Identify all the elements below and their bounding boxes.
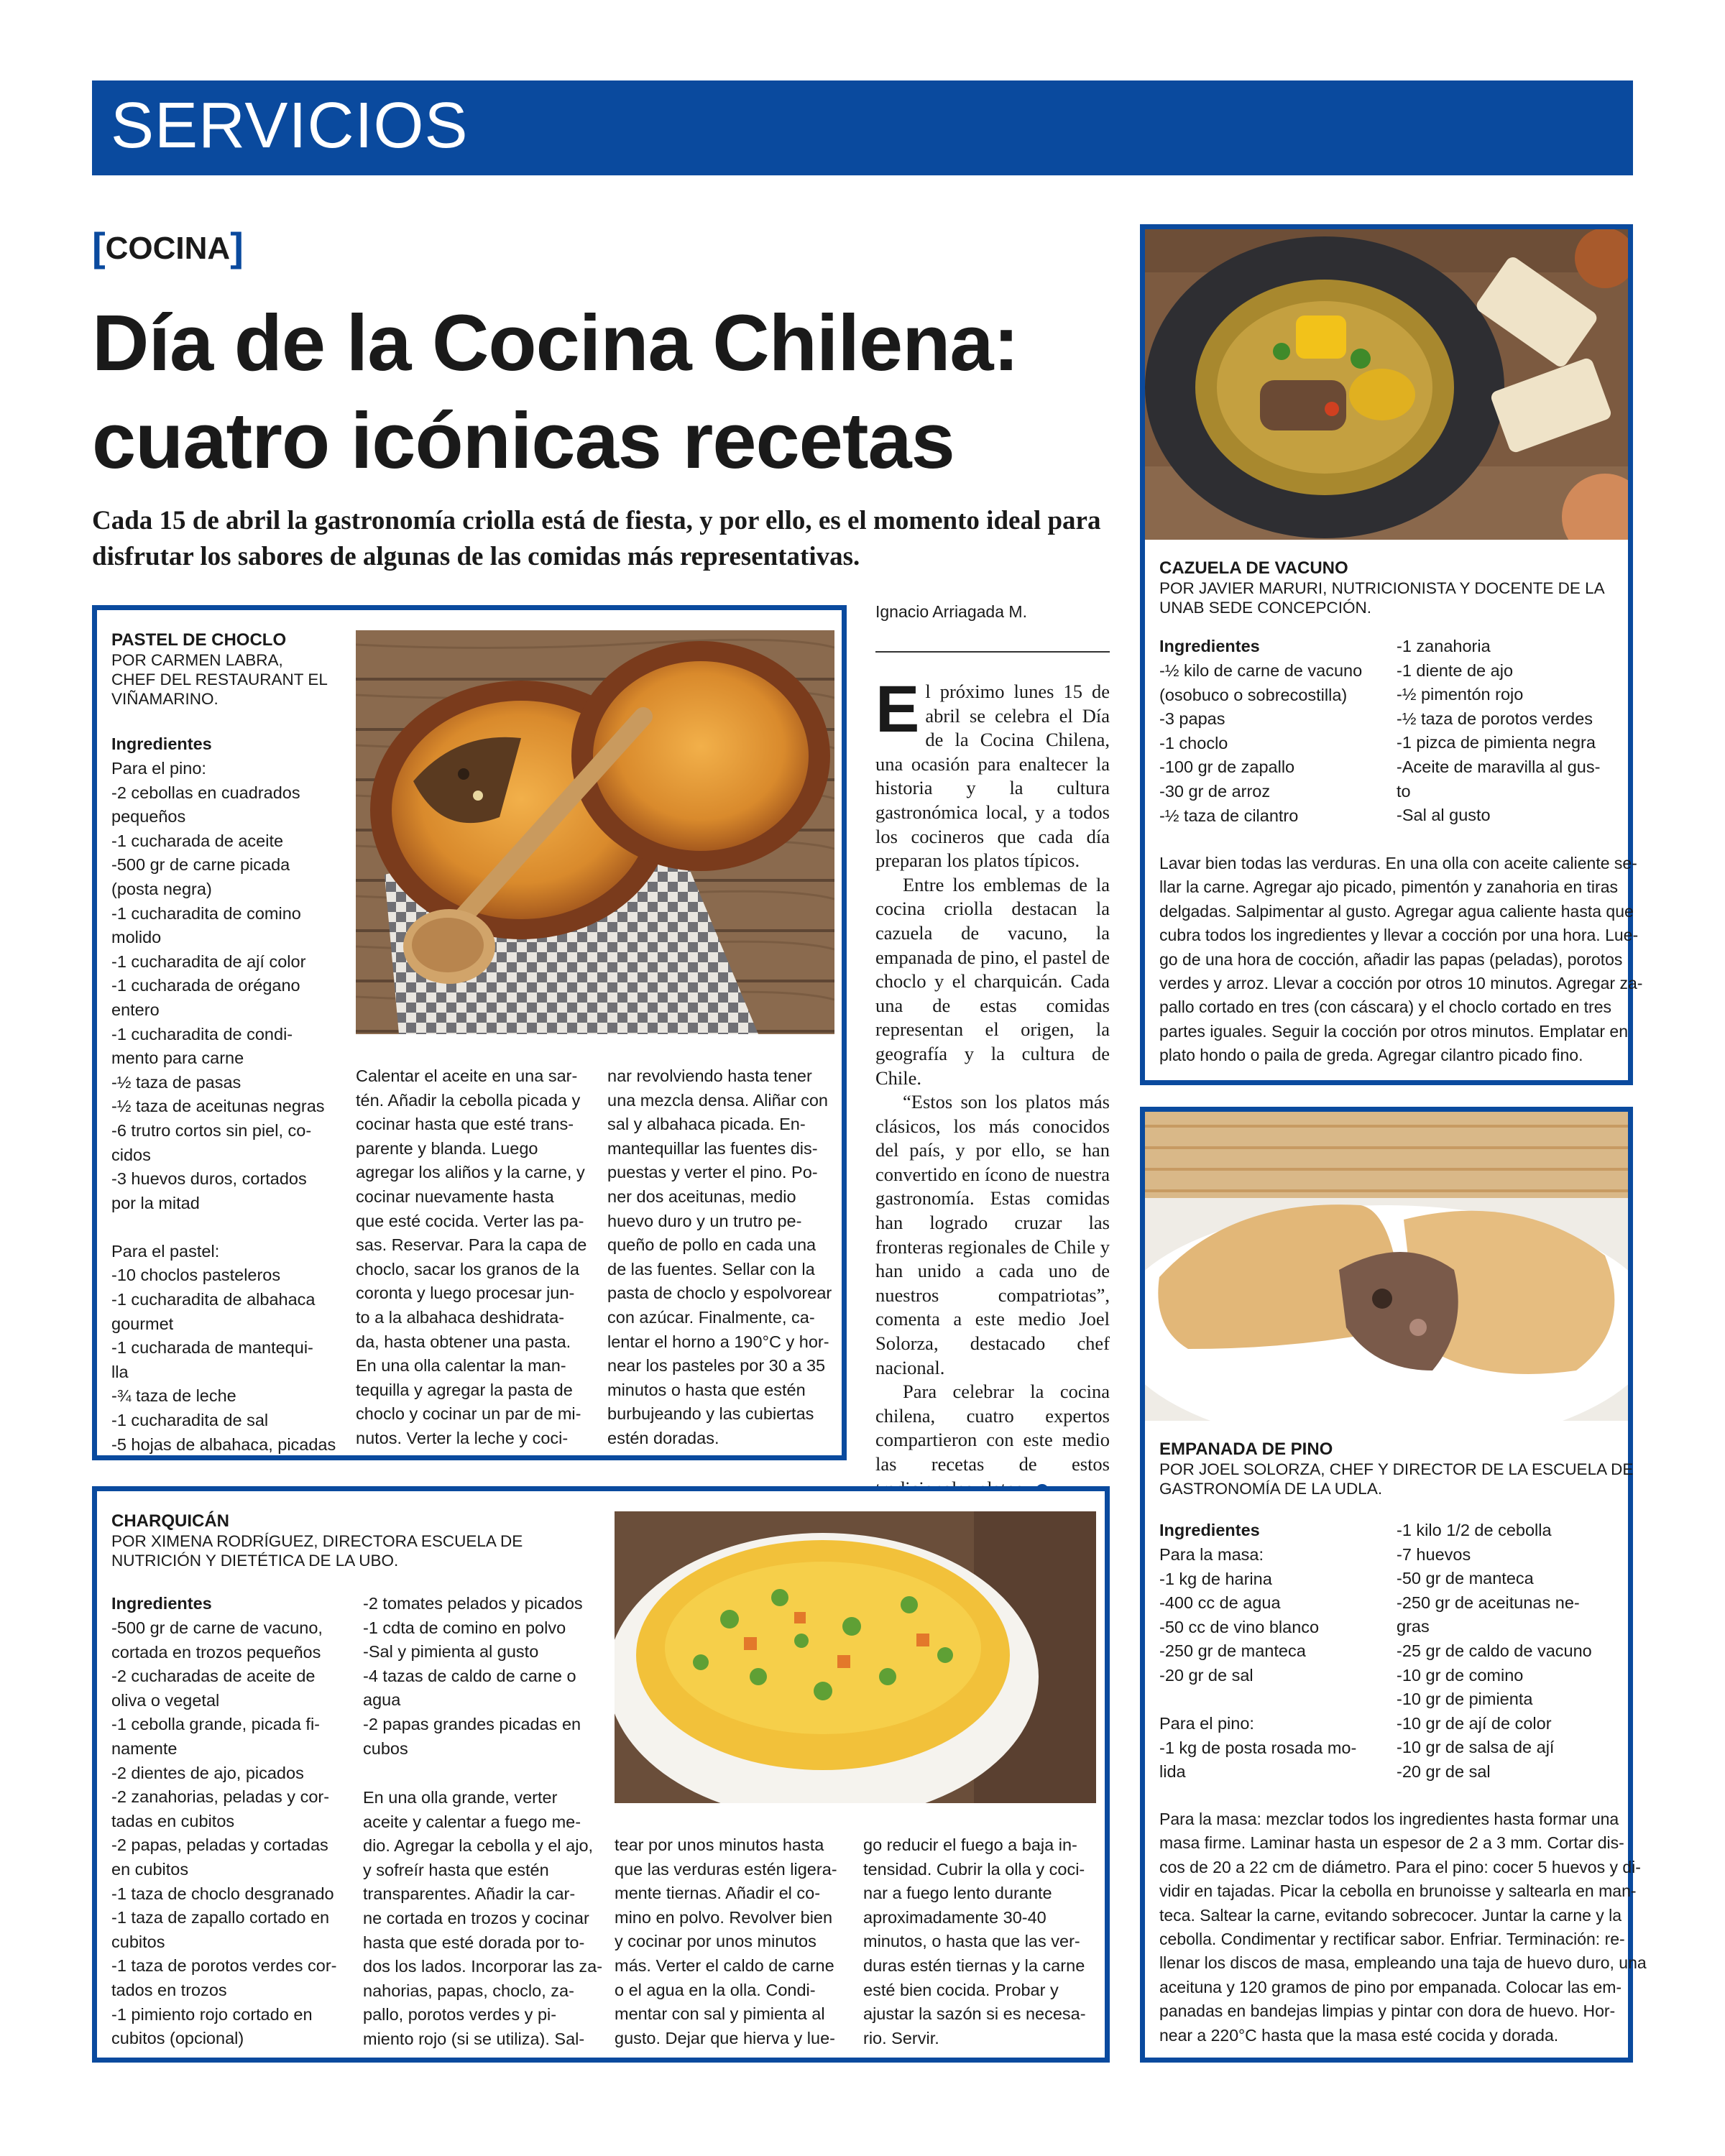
recipe-cazuela-de-vacuno	[1140, 224, 1643, 1085]
preparation: Para la masa: mezclar todos los ingredientes hasta formar una masa firme. Laminar hasta un espesor de 2 a 3 mm. Cortar dis- cos de 20 a 22 cm de diámetro. Para el pino: cocer 5 huevos y di- vidir en tajadas. Picar la cebolla en brunoisse y saltearla en man- teca. Saltear la carne, evitando sobrecocer. Juntar la carne y la cebolla. Condimentar y rectificar sabor. Enfriar. Terminación: re- llenar los discos de masa, empleando una taja de huevo duro, una aceituna y 120 gramos de pino por empanada. Colocar las em- panadas en bandejas limpias y pintar con dora de huevo. Hor- near a 220°C hasta que la masa esté cocida y dorada.	[1159, 1810, 1647, 2045]
ingredients-col-1: -500 gr de carne de vacuno, cortada en trozos pequeños -2 cucharadas de aceite de oliva o vegetal -1 cebolla grande, picada fi- namente -2 dientes de ajo, picados -2 zanahorias, peladas y cor- tadas en cubitos -2 papas, peladas y cortadas en cubitos -1 taza de choclo desgranado -1 taza de zapallo cortado en cubitos -1 taza de porotos verdes cor- tados en trozos -1 pimiento rojo cortado en cubitos (opcional)	[111, 1618, 337, 2048]
recipe-author: POR JAVIER MARURI, NUTRICIONISTA Y DOCENTE DE LA UNAB SEDE CONCEPCIÓN.	[1159, 579, 1605, 617]
article-paragraph: l próximo lunes 15 de abril se celebra el Día de la Cocina Chilena, una ocasión para enaltecer la historia y la cultura gastronómica local, y a todos los cocineros que cada día preparan los platos típicos.	[875, 681, 1110, 872]
headline	[92, 295, 1113, 490]
recipe-title: CHARQUICÁN	[111, 1511, 229, 1531]
deck: Cada 15 de abril la gastronomía criolla está de fiesta, y por ello, es el momento ideal para disfrutar los sabores de algunas de las comidas más representativas.	[92, 506, 1101, 571]
headline-line-1: Día de la Cocina Chilena:	[92, 299, 1019, 387]
preparation-col-2: tear por unos minutos hasta que las verduras estén ligera- mente tiernas. Añadir el co- mino en polvo. Revolver bien y cocinar por unos minutos más. Verter el caldo de carne o el agua en la olla. Condi- mentar con sal y pimienta al gusto. Dejar que hierva y lue-	[615, 1835, 837, 2047]
recipe-author: POR XIMENA RODRÍGUEZ, DIRECTORA ESCUELA DE NUTRICIÓN Y DIETÉTICA DE LA UBO.	[111, 1532, 523, 1570]
preparation-col-1: Calentar el aceite en una sar- tén. Añadir la cebolla picada y cocinar hasta que esté trans- parente y blanda. Luego agregar los aliños y la carne, y cocinar nuevamente hasta que esté cocida. Verter las pa- sas. Reservar. Para la capa de choclo, sacar los granos de la coronta y luego procesar jun- to a la albahaca deshidrata- da, hasta obtener una pasta. En una olla calentar la man- tequilla y agregar la pasta de choclo y cocinar un par de mi- nutos. Verter la leche y coci-	[356, 1067, 587, 1447]
preparation-col-1: En una olla grande, verter aceite y calentar a fuego me- dio. Agregar la cebolla y el ajo, y sofreír hasta que estén transparentes. Añadir la car- ne cortada en trozos y cocinar hasta que esté dorada por to- dos los lados. Incorporar las za- nahorias, papas, choclo, za- pallo, porotos verdes y pi- miento rojo (si se utiliza). Sal-	[363, 1788, 603, 2048]
bracket-left: [	[92, 224, 106, 270]
headline-line-2: cuatro icónicas recetas	[92, 397, 954, 485]
article-paragraph: Entre los emblemas de la cocina criolla destacan la cazuela de vacuno, la empanada de pino, el pastel de choclo y el charquicán. Cada una de estas comidas representan el origen, la geografía y la cultura de Chile.	[875, 873, 1110, 1089]
ingredients-col-1: -½ kilo de carne de vacuno (osobuco o sobrecostilla) -3 papas -1 choclo -100 gr de zapallo -30 gr de arroz -½ taza de cilantro	[1159, 661, 1363, 825]
empanada-photo	[1145, 1112, 1628, 1421]
preparation: Lavar bien todas las verduras. En una olla con aceite caliente se- llar la carne. Agregar ajo picado, pimentón y zanahoria en tiras delgadas. Salpimentar al gusto. Agregar agua caliente hasta que cubra todos los ingredientes y llevar a cocción por una hora. Lue- go de una hora de cocción, añadir las papas (peladas), porotos verdes y arroz. Llevar a cocción por otros 10 minutos. Agregar za- pallo cortado en tres (con cáscara) y el choclo cortado en tres partes iguales. Seguir la cocción por otros minutos. Emplatar en plato hondo o paila de greda. Agregar cilantro picado fino.	[1159, 854, 1643, 1065]
ingredients-label: Ingredientes	[1159, 1521, 1260, 1539]
ingredients-label: Ingredientes	[111, 1594, 212, 1613]
kicker	[92, 221, 244, 268]
recipe-title: EMPANADA DE PINO	[1159, 1439, 1333, 1459]
charquican-photo	[615, 1511, 1096, 1803]
article-body	[875, 673, 1110, 1501]
ingredients-label: Ingredientes	[1159, 637, 1260, 655]
ingredients-col-2: -2 tomates pelados y picados -1 cdta de comino en polvo -Sal y pimienta al gusto -4 tazas de caldo de carne o agua -2 papas grandes picadas en cubos	[363, 1594, 583, 1758]
preparation-col-3: go reducir el fuego a baja in- tensidad. Cubrir la olla y coci- nar a fuego lento durante aproximadamente 30-40 minutos, o hasta que las ver- duras estén tiernas y la carne esté bien cocida. Probar y ajustar la sazón si es necesa- rio. Servir.	[863, 1835, 1086, 2047]
article-paragraph: Para celebrar la cocina chilena, cuatro expertos compartieron con este medio las recetas de estos	[875, 1381, 1110, 1475]
article-paragraph: “Estos son los platos más clásicos, los más conocidos del país, y por ello, se han convertido en ícono de nuestra gastronomía. Estas comidas han logrado cruzar las fronteras regionales de Chile y han unido a cada uno de nuestros compatriotas”, comenta a este medio Joel Solorza, destacado chef nacional.	[875, 1091, 1110, 1378]
bracket-right: ]	[230, 224, 244, 270]
ingredients-col-2: -1 zanahoria -1 diente de ajo -½ pimentón rojo -½ taza de porotos verdes -1 pizca de pimienta negra -Aceite de maravilla al gus- to -Sal al gusto	[1397, 637, 1601, 825]
drop-cap: E	[875, 673, 920, 746]
recipe-empanada-de-pino	[1140, 1107, 1647, 2063]
byline: Ignacio Arriagada M.	[875, 602, 1027, 621]
cazuela-photo	[1145, 229, 1628, 540]
section-banner	[92, 80, 1633, 175]
ingredients-label: Ingredientes	[111, 734, 212, 753]
kicker-label: COCINA	[105, 231, 231, 266]
section-title: SERVICIOS	[111, 90, 469, 162]
byline-rule	[875, 651, 1110, 653]
recipe-title: PASTEL DE CHOCLO	[111, 630, 287, 650]
preparation-col-2: nar revolviendo hasta tener una mezcla densa. Aliñar con sal y albahaca picada. En- mantequillar las fuentes dis- puestas y verter el pino. Po- ner dos aceitunas, medio huevo duro y un trutro pe- queño de pollo en cada una de las fuentes. Sellar con la pasta de choclo y espolvorear con azúcar. Finalmente, ca- lentar el horno a 190°C y hor- near los pasteles por 30 a 35 minutos o hasta que estén burbujeando y las cubiertas estén doradas.	[607, 1067, 832, 1447]
recipe-author: POR CARMEN LABRA, CHEF DEL RESTAURANT EL VIÑAMARINO.	[111, 651, 328, 708]
recipe-title: CAZUELA DE VACUNO	[1159, 558, 1348, 578]
pastel-de-choclo-photo	[356, 630, 834, 1034]
ingredients-col-1: Para la masa: -1 kg de harina -400 cc de agua -50 cc de vino blanco -250 gr de manteca -20 gr de sal Para el pino: -1 kg de posta rosada mo- lida	[1159, 1545, 1357, 1782]
recipe-charquican	[92, 1486, 1110, 2063]
ingredients-col-2: -1 kilo 1/2 de cebolla -7 huevos -50 gr de manteca -250 gr de aceitunas ne- gras -25 gr de caldo de vacuno -10 gr de comino -10 gr de pimienta -10 gr de ají de color -10 gr de salsa de ají -20 gr de sal	[1397, 1521, 1592, 1781]
recipe-author: POR JOEL SOLORZA, CHEF Y DIRECTOR DE LA ESCUELA DE GASTRONOMÍA DE LA UDLA.	[1159, 1460, 1634, 1498]
recipe-pastel-de-choclo	[92, 605, 847, 1460]
ingredients-list: Para el pino: -2 cebollas en cuadrados pequeños -1 cucharada de aceite -500 gr de carne picada (posta negra) -1 cucharadita de comino molido -1 cucharadita de ají color -1 cucharada de orégano entero -1 cucharadita de condi- mento para carne -½ taza de pasas -½ taza de aceitunas negras -6 trutro cortos sin piel, co- cidos -3 huevos duros, cortados por la mitad Para el pastel: -10 choclos pasteleros -1 cucharadita de albahaca gourmet -1 cucharada de mantequi- lla -¾ taza de leche -1 cucharadita de sal -5 hojas de albahaca, picadas	[111, 759, 336, 1454]
